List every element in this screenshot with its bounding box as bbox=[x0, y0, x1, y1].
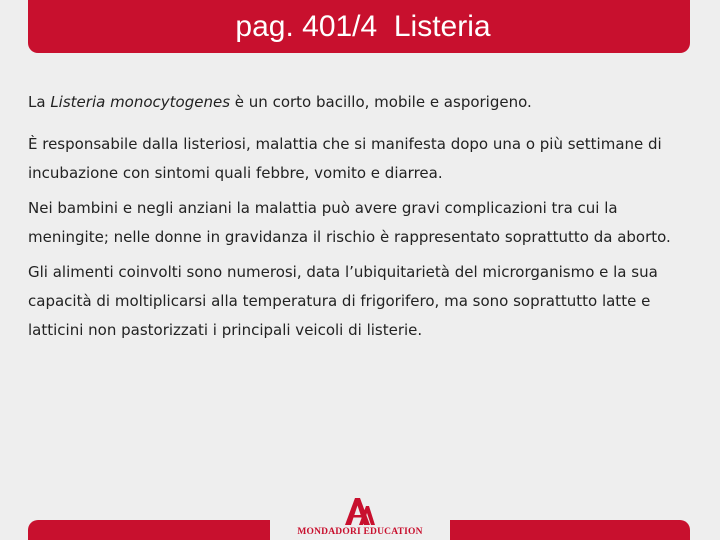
paragraph-intro bbox=[28, 88, 694, 117]
intro-prefix: La bbox=[28, 93, 51, 111]
title-bar bbox=[28, 0, 690, 53]
slide-body bbox=[28, 88, 694, 351]
intro-suffix: è un corto bacillo, mobile e asporigeno. bbox=[230, 93, 532, 111]
paragraph-listeriosis: È responsabile dalla listeriosi, malattia che si manifesta dopo una o più settimane di incubazione con sintomi quali febbre, vomito e diarrea. bbox=[28, 135, 662, 182]
paragraph-complications: Nei bambini e negli anziani la malattia può avere gravi complicazioni tra cui la meningite; nelle donne in gravidanza il rischio è rappresentato soprattutto da aborto. bbox=[28, 199, 671, 246]
page-title: pag. 401/4 Listeria bbox=[235, 9, 491, 43]
species-name: Listeria monocytogenes bbox=[50, 93, 231, 111]
paragraph-foods: Gli alimenti coinvolti sono numerosi, data l’ubiquitarietà del microrganismo e la sua capacità di moltiplicarsi alla temperatura di frigorifero, ma sono soprattutto latte e latticini non pastorizzati i principali veicoli di listerie. bbox=[28, 263, 658, 339]
publisher-logo bbox=[270, 494, 450, 540]
mondadori-logo-icon bbox=[342, 496, 378, 526]
logo-wordmark: MONDADORI EDUCATION bbox=[297, 527, 423, 537]
